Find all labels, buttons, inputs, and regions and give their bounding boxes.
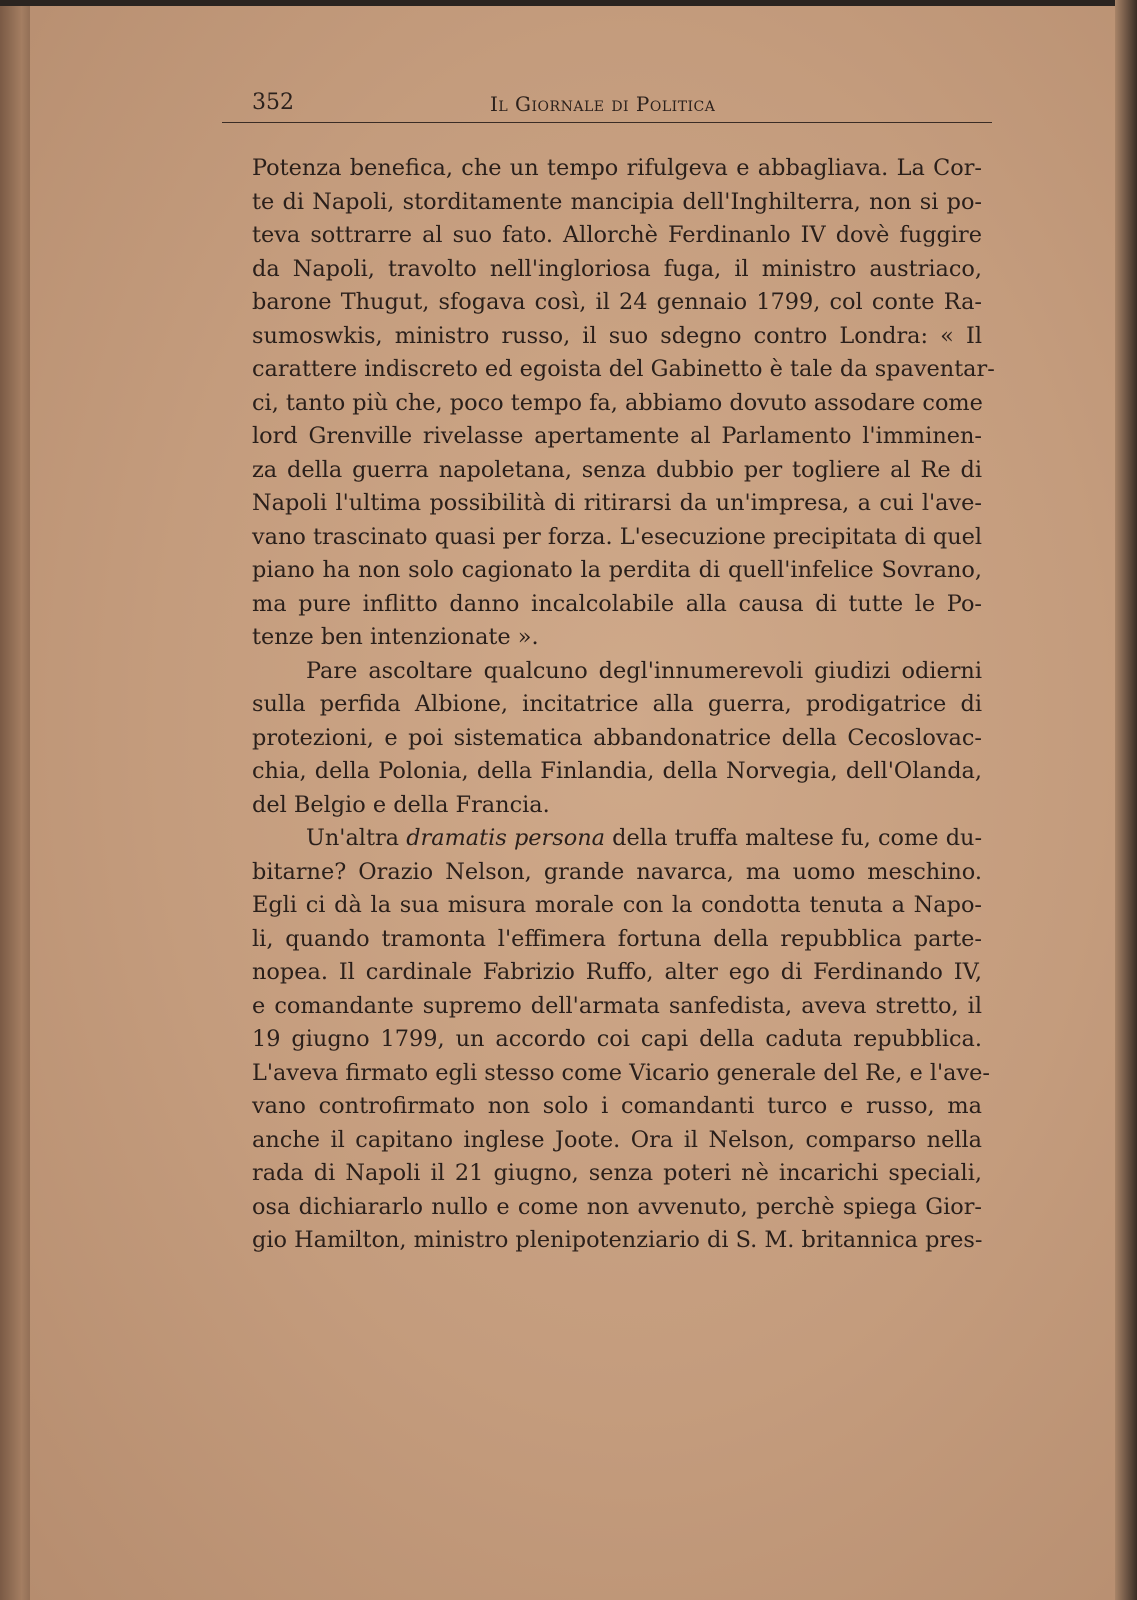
text-line: za della guerra napoletana, senza dubbio per togliere al Re di bbox=[252, 456, 982, 483]
text-line: piano ha non solo cagionato la perdita di quell'infelice Sovrano, bbox=[252, 557, 982, 583]
text-line: te di Napoli, storditamente mancipia dell'Inghilterra, non si po- bbox=[252, 188, 982, 215]
text-line: Pare ascoltare qualcuno degl'innumerevoli giudizi odierni bbox=[306, 657, 982, 684]
text-line: vano trascinato quasi per forza. L'esecuzione precipitata di quel bbox=[252, 523, 983, 550]
text-line: carattere indiscreto ed egoista del Gabinetto è tale da spaventar- bbox=[252, 356, 995, 382]
text-line: Egli ci dà la sua misura morale con la condotta tenuta a Napo- bbox=[252, 892, 982, 918]
text-line: osa dichiararlo nullo e come non avvenuto, perchè spiega Gior- bbox=[252, 1193, 982, 1220]
header-rule bbox=[222, 122, 992, 123]
page-edge-shadow bbox=[1115, 0, 1137, 1600]
text-line: anche il capitano inglese Joote. Ora il Nelson, comparso nella bbox=[252, 1126, 982, 1153]
text-line: teva sottrarre al suo fato. Allorchè Ferdinanlo IV dovè fuggire bbox=[252, 222, 982, 248]
text-line bbox=[252, 822, 982, 856]
text-line: ci, tanto più che, poco tempo fa, abbiamo dovuto assodare come bbox=[252, 389, 983, 416]
text-line: sulla perfida Albione, incitatrice alla guerra, prodigatrice di bbox=[252, 691, 982, 717]
text-line: barone Thugut, sfogava così, il 24 gennaio 1799, col conte Ra- bbox=[252, 289, 982, 315]
text-line: tenze ben intenzionate ». bbox=[252, 624, 539, 650]
text-line: nopea. Il cardinale Fabrizio Ruffo, alter ego di Ferdinando IV, bbox=[252, 959, 982, 985]
paragraph-1 bbox=[252, 152, 995, 655]
italic-phrase: dramatis persona bbox=[406, 825, 605, 851]
body-text bbox=[252, 152, 995, 1258]
text-line: chia, della Polonia, della Finlandia, della Norvegia, dell'Olanda, bbox=[252, 758, 982, 784]
text-line: 19 giugno 1799, un accordo coi capi della caduta repubblica. bbox=[252, 1026, 982, 1052]
text-line: e comandante supremo dell'armata sanfedista, aveva stretto, il bbox=[252, 992, 982, 1019]
text-line: rada di Napoli il 21 giugno, senza poteri nè incarichi speciali, bbox=[252, 1160, 982, 1186]
text-line: protezioni, e poi sistematica abbandonatrice della Cecoslovac- bbox=[252, 724, 982, 751]
text-line: vano controfirmato non solo i comandanti turco e russo, ma bbox=[252, 1093, 982, 1119]
text-segment: Un'altra bbox=[306, 825, 407, 851]
text-line: lord Grenville rivelasse apertamente al Parlamento l'imminen- bbox=[252, 423, 982, 449]
text-line: da Napoli, travolto nell'ingloriosa fuga, il ministro austriaco, bbox=[252, 255, 982, 282]
running-header bbox=[222, 90, 992, 124]
text-line: li, quando tramonta l'effimera fortuna della repubblica parte- bbox=[252, 925, 982, 952]
text-line: L'aveva firmato egli stesso come Vicario generale del Re, e l'ave- bbox=[252, 1059, 990, 1086]
text-line: Napoli l'ultima possibilità di ritirarsi da un'impresa, a cui l'ave- bbox=[252, 490, 982, 516]
text-line: gio Hamilton, ministro plenipotenziario di S. M. britannica pres- bbox=[252, 1227, 983, 1253]
text-line: Potenza benefica, che un tempo rifulgeva e abbagliava. La Cor- bbox=[252, 155, 982, 181]
text-line: ma pure inflitto danno incalcolabile alla causa di tutte le Po- bbox=[252, 590, 982, 617]
text-line: bitarne? Orazio Nelson, grande navarca, ma uomo meschino. bbox=[252, 858, 982, 885]
text-segment: della truffa maltese fu, come du- bbox=[605, 825, 983, 851]
running-title: Il Giornale di Politica bbox=[490, 92, 716, 116]
text-line: sumoswkis, ministro russo, il suo sdegno contro Londra: « Il bbox=[252, 322, 982, 349]
paragraph-3 bbox=[252, 822, 990, 1258]
page-number: 352 bbox=[252, 90, 294, 115]
paragraph-2 bbox=[252, 655, 982, 823]
text-line: del Belgio e della Francia. bbox=[252, 791, 550, 818]
